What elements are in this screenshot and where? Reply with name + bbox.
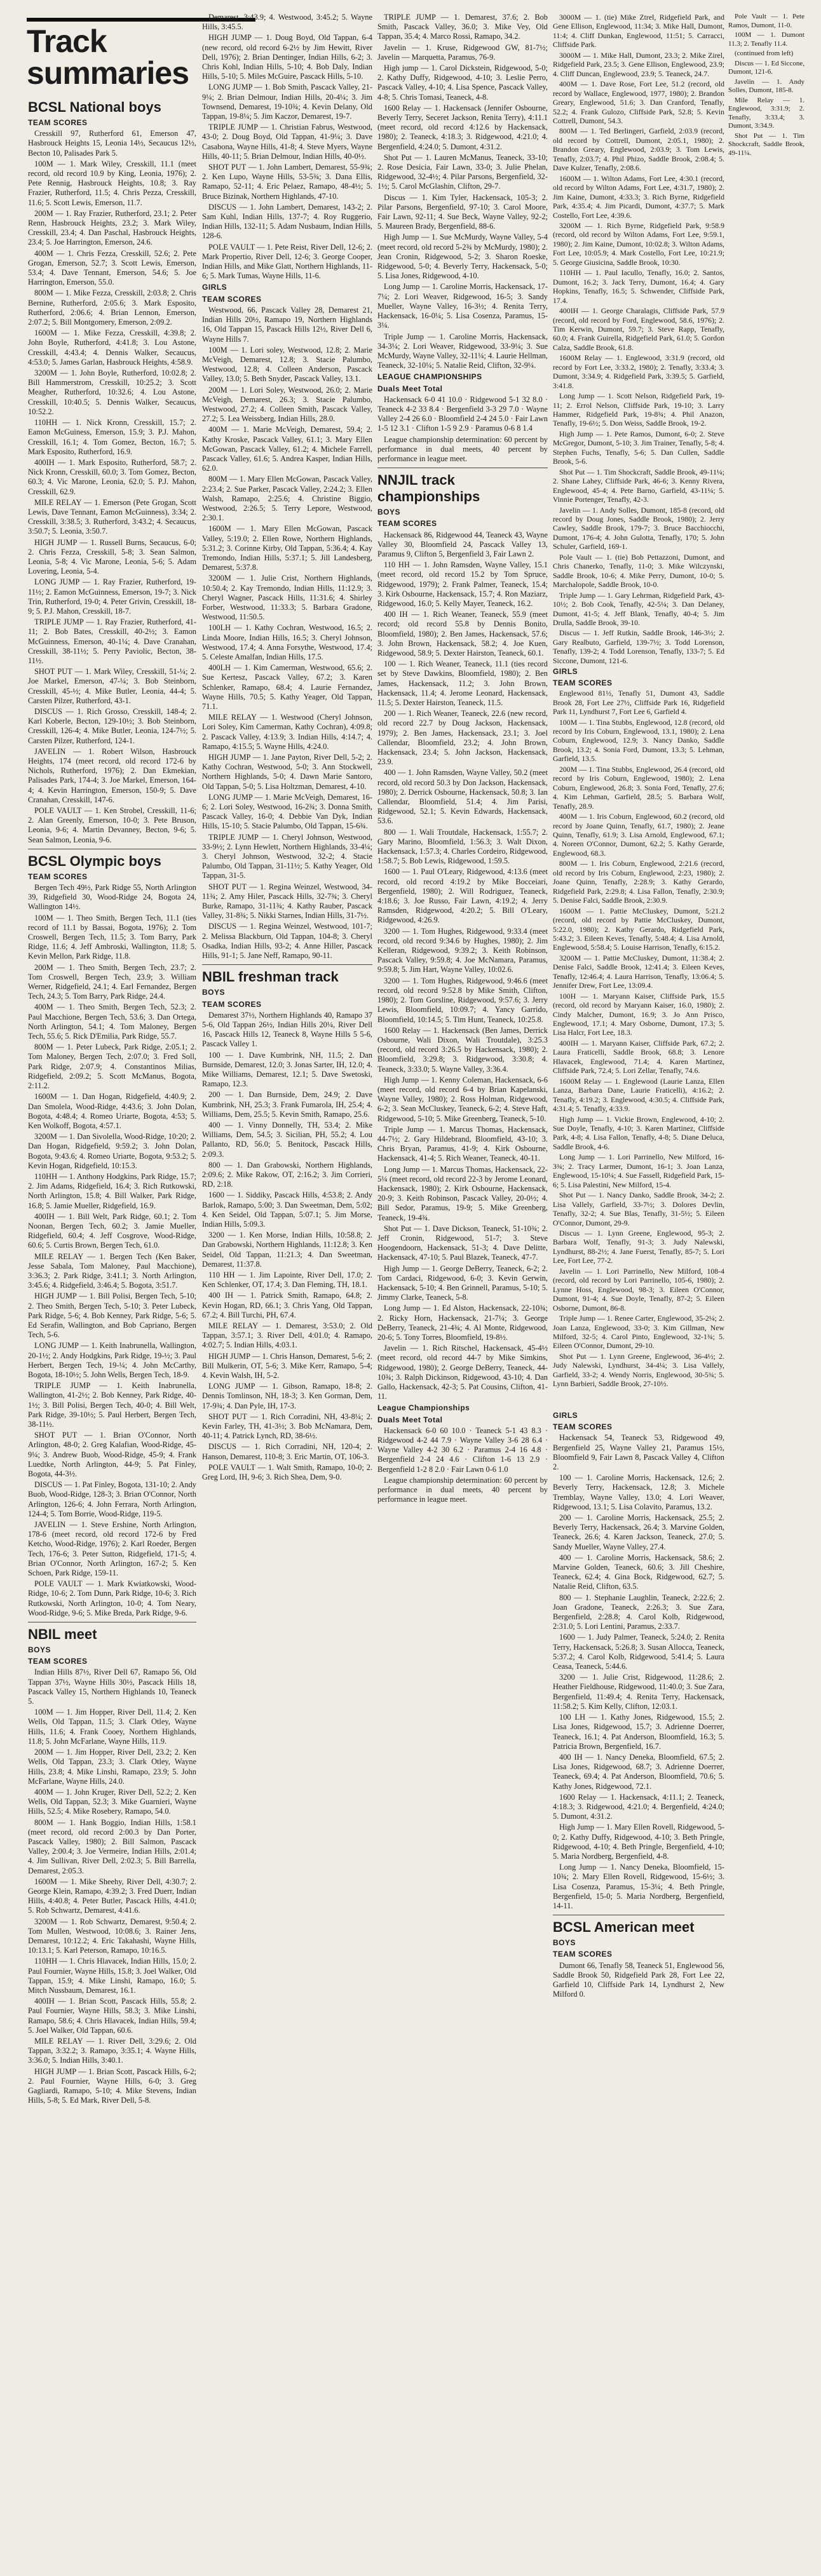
result-paragraph: 400IH — 1. Mark Esposito, Rutherford, 58.7; 2. Nick Kronn, Cresskill, 60.0; 3. Tom Gomez, Becton, 60.3; 4. Vic Marone, Leonia, 62.0; 5. P.J. Mahon, Cresskill, 62.9.: [28, 457, 196, 496]
result-paragraph: 1600 Relay — 1. Hackensack (Ben James, Derrick Osbourne, Wali Dixon, Wali Troutdale), 3:25.3 (record, old record 3:26.5 by Hackensack, 1980); 2. Bloomfield, 3:29.8; 3. Ridgewood, 3:30.8; 4. Teaneck, 3:33.0; 5. Wayne Valley, 3:36.4.: [377, 1025, 548, 1074]
results-list: [202, 1011, 372, 1483]
result-paragraph: 400 — 1. Caroline Morris, Hackensack, 58.6; 2. Marvine Golden, Teaneck, 60.6; 3. Jill Cheshire, Teaneck, 62.4; 4. Gina Bock, Ridgewood, 62.7; 5. Natalie Reid, Clifton, 63.5.: [553, 1553, 724, 1591]
result-paragraph: 3200M — 1. Pattie McCluskey, Dumont, 11:38.4; 2. Denise Falci, Saddle Brook, 12:41.4; 3. Eileen Keves, Tenafly, 12:46.4; 4. Laura Harrison, Tenafly, 13:06.4; 5. Jennifer Drew, Fort Lee, 13:09.4.: [553, 953, 724, 990]
result-paragraph: Triple Jump — 1. Caroline Morris, Hackensack, 34-3¼; 2. Lori Weaver, Ridgewood, 33-9¼; 3. Sue McMurdy, Wayne Valley, 32-11¼; 4. Laurie Hellman, Teaneck, 32-10¼; 5. Natalie Reid, Clifton, 32-9¼.: [377, 332, 548, 370]
result-paragraph: SHOT PUT — 1. Mark Wiley, Cresskill, 51-¼; 2. Joe Markel, Emerson, 47-¼; 3. Bob Steinborn, Cresskill, 45-½; 4. Mike Butler, Leonia, 44-4; 5. Carsten Pilzer, Rutherford, 43-1.: [28, 667, 196, 705]
result-paragraph: MILE RELAY — 1. Westwood (Cheryl Johnson, Lori Soley, Kim Camerman, Kathy Cochran), 4:09.8; 2. Pascack Valley, 4:13.9; 3. Indian Hills, 4:14.7; 4. Ramapo, 4:15.5; 5. Wayne Hills, 4:24.0.: [202, 713, 372, 751]
standings-note: League championship determination: 60 percent by performance in dual meets, 40 percent by performance in league meet.: [377, 1475, 548, 1504]
result-paragraph: Bergen Tech 49½, Park Ridge 55, North Arlington 39, Ridgefield 30, Wood-Ridge 24, Bogota 24, Wallington 14½.: [28, 883, 196, 912]
result-paragraph: 100M — 1. Jim Hopper, River Dell, 11.4; 2. Ken Wells, Old Tappan, 11.5; 3. Clark Otley, Wayne Hills, 11.6; 4. Frank Cooey, Northern Highlands, 11.8; 5. John McFarlane, Wayne Hills, 11.9.: [28, 1708, 196, 1746]
result-paragraph: 3200 — 1. Tom Hughes, Ridgewood, 9:46.6 (meet record, old record 9:52.8 by Mike Smith, Clifton, 1980); 2. Tom Gorsline, Ridgewood, 9:57.6; 3. Jerry Lewis, Bloomfield, 10:09.7; 4. Yancy Garrido, Bloomfield, 10:14.5; 5. Tim Hunt, Teaneck, 10:25.8.: [377, 976, 548, 1024]
result-paragraph: 3200 — 1. Ken Morse, Indian Hills, 10:58.8; 2. Dan Grabowski, Northern Highlands, 11:12.8; 3. Ken Seidel, Old Tappan, 11:21.3; 4. Dan Sweetman, Demarest, 11:37.8.: [202, 1231, 372, 1269]
result-paragraph: 100M — 1. Dumont 11.3; 2. Tenafly 11.4.: [728, 31, 804, 48]
result-paragraph: POLE VAULT — 1. Ken Strobel, Cresskill, 11-6; 2. Alan Greenly, Emerson, 10-0; 3. Pete Bruson, Leonia, 9-6; 4. Martin Devanney, Becton, 9-6; 5. Sean Salmon, Leonia, 9-6.: [28, 806, 196, 844]
result-paragraph: 3200 — 1. Julie Crist, Ridgewood, 11:28.6; 2. Heather Fieldhouse, Ridgewood, 11:40.0; 3. Sue Zara, Bergenfield, 11:49.4; 4. Renita Terry, Hackensack, 11:58.2; 5. Kim Kelly, Clifton, 12:03.1.: [553, 1673, 724, 1711]
standings-text: Hackensack 6-0 41 10.0 · Ridgewood 5-1 32 8.0 · Teaneck 4-2 33 8.4 · Bergenfield 3-3 29 7.0 · Wayne Valley 2-4 26 6.0 · Bloomfield 2-4 24 5.0 · Fair Lawn 1-5 12 3.1 · Clifton 1-5 9 2.9 · Paramus 0-6 8 1.4: [377, 394, 548, 433]
result-paragraph: 200 — 1. Rich Weaner, Teaneck, 22.6 (new record, old record 22.7 by Doug Jackson, Hackensack, 1979); 2. Ben James, Hackensack, 23.1; 3. Joel Callendar, Bloomfield, 23.2; 4. John Brown, Hackensack, 23.4; 5. John Jackson, Hackensack, 23.9.: [377, 709, 548, 767]
result-paragraph: Discus — 1. Kim Tyler, Hackensack, 105-3; 2. Pilar Parsons, Bergenfield, 97-10; 3. Carol Moore, Fair Lawn, 92-11; 4. Sue Beck, Wayne Valley, 92-2; 5. Maureen Brady, Bergenfield, 88-6.: [377, 192, 548, 231]
subheading: GIRLS: [553, 1411, 578, 1420]
section-heading: NBIL meet: [28, 1626, 97, 1643]
result-paragraph: 1600 — 1. Judy Palmer, Teaneck, 5:24.0; 2. Renita Terry, Hackensack, 5:26.8; 3. Susan Allocca, Teaneck, 5:37.2; 4. Carol Kolb, Ridgewood, 5:41.4; 5. Laura Ceasa, Teaneck, 5:44.6.: [553, 1633, 724, 1671]
result-paragraph: 800 — 1. Dan Grabowski, Northern Highlands, 2:09.6; 2. Mike Rakow, OT, 2:16.2; 3. Jim Corrieri, RD, 2:18.: [202, 1160, 372, 1189]
result-paragraph: Westwood, 66, Pascack Valley 28, Demarest 21, Indian Hills 20½, Ramapo 19, Northern Highlands 16, Old Tappan 15, Pascack Hills 12½, River Dell 6, Wayne Hills 7.: [202, 305, 372, 344]
result-paragraph: LONG JUMP — 1. Gibson, Ramapo, 18-8; 2. Dennis Tomlinson, NH, 18-3; 3. Ken Gorman, Dem, 17-9¾; 4. Dan Pyle, IH, 17-3.: [202, 1382, 372, 1410]
result-paragraph: 110HH — 1. Nick Kronn, Cresskill, 15.7; 2. Eamon McGuiness, Emerson, 15.9; 3. P.J. Mahon, Cresskill, 16.1; 4. Tom Gomez, Becton, 16.7; 5. Mark Esposito, Rutherford, 16.9.: [28, 418, 196, 456]
result-paragraph: 100M — 1. Lori soley, Westwood, 12.8; 2. Marie McVeigh, Demarest, 12.8; 3. Stacie Palumbo, Westwood, 12.8; 4. Colleen Anderson, Pascack Valley, 13.0; 5. Beth Snyder, Pascack Valley, 13.1.: [202, 345, 372, 384]
result-paragraph: 400M — 1. Marie McVeigh, Demarest, 59.4; 2. Kathy Kroske, Pascack Valley, 61.1; 3. Mary Ellen McGowan, Pascack Valley, 61.2; 4. Michele Farrell, Pascack Valley, 61.6; 5. Andrea Kasper, Indian Hills, 62.0.: [202, 425, 372, 473]
result-paragraph: HIGH JUMP — 1. Russell Burns, Secaucus, 6-0; 2. Chris Fezza, Cresskill, 5-8; 3. Sean Salmon, Leonia, 5-8; 4. Vic Marone, Leonia, 5-6; 5. Adam Lovering, Leonia, 5-4.: [28, 537, 196, 576]
result-paragraph: 100M — 1. Tina Stubbs, Englewood, 12.8 (record, old record by Iris Coburn, Englewood, 13.1, 1980); 2. Lena Coburn, Englewood, 12.9; 3. Nancy Danko, Saddle Brook, 13.2; 4. Sonia Ford, Dumont, 13.3; 5. Lehman, Garfield, 13.5.: [553, 717, 724, 764]
subheading: TEAM SCORES: [28, 118, 88, 127]
column-4: [553, 13, 724, 1398]
result-paragraph: High Jump — 1. Mary Ellen Rovell, Ridgewood, 5-0; 2. Kathy Duffy, Ridgewood, 4-10; 3. Beth Pringle, Ridgewood, 4-10; 4. Beth Pringle, Bergenfield, 4-10; 5. Maria Nordberg, Bergenfield, 4-8.: [553, 1823, 724, 1861]
result-paragraph: 1600M — 1. Mike Fezza, Cresskill, 4:39.8; 2. John Boyle, Rutherford, 4:41.8; 3. Lou Astone, Cresskill, 4:43.4; 4. Dennis Walker, Secaucus, 4:53.0; 5. James Garlan, Hasbrouck Heights, 4:58.9.: [28, 328, 196, 367]
result-paragraph: Javelin — 1. Rich Ritschel, Hackensack, 45-4½ (meet record, old record 44-7 by Mike Simkins, Ridgewood, 1980); 2. George DeBerry, Teaneck, 44-10¾; 3. Ralph Dickinson, Ridgewood, 43-10; 4. Dan Gallo, Hackensack, 42-3; 5. Pat Cousins, Clifton, 41-11.: [377, 1344, 548, 1401]
result-paragraph: Long Jump — 1. Marcus Thomas, Hackensack, 22-5¼ (meet record, old record 22-3 by Jerome Leonard, Hackensack, 1980); 2. Kirk Osbourne, Hackensack, 20-9; 3. Keith Robinson, Pascack Valley, 20-0½; 4. Bill Sedor, Paramus, 19-9; 5. Mike Greenberg, Teaneck, 19-4¾.: [377, 1164, 548, 1222]
result-paragraph: Englewood 81½, Tenafly 51, Dumont 43, Saddle Brook 28, Fort Lee 27½, Cliffside Park 16, Ridgefield Park 11, Lyndhurst 7, Fort Lee 6, Garfield 4.: [553, 689, 724, 717]
result-paragraph: LONG JUMP — 1. Marie McVeigh, Demarest, 16-6; 2. Lori Soley, Westwood, 16-2¾; 3. Donna Smith, Pascack Valley, 16-0; 4. Debbie Van Dyk, Indian Hills, 15-10; 5. Stacie Palumbo, Old Tappan, 15-6¾.: [202, 792, 372, 831]
results-list: [728, 13, 804, 158]
result-paragraph: Javelin — 1. Andy Solles, Dumont, 185-8.: [728, 78, 804, 94]
result-paragraph: 110 HH — 1. Jim Lapointe, River Dell, 17.0; 2. Ken Schlenker, OT, 17.4; 3. Dan Fleming, TH, 18.1.: [202, 1270, 372, 1290]
subheading: Duals Meet Total: [377, 1415, 443, 1424]
result-paragraph: HIGH JUMP — 1. Bill Polisi, Bergen Tech, 5-10; 2. Theo Smith, Bergen Tech, 5-10; 3. Peter Lubeck, Park Ridge, 5-6; 4. Bob Kenney, Park Ridge, 5-6; 5. Ed Serafin, Wallington, and Bob Capriano, Bergen Tech, 5-6.: [28, 1291, 196, 1340]
result-paragraph: DISCUS — 1. Pat Finley, Bogota, 131-10; 2. Andy Buob, Wood-Ridge, 128-3; 3. Brian O'Connor, North Arlington, 126-6; 4. John Ferrara, North Arlington, 124-4; 5. Tom Borrie, Wood-Ridge, 119-5.: [28, 1480, 196, 1518]
result-paragraph: 1600M — 1. Dan Hogan, Ridgefield, 4:40.9; 2. Dan Smolela, Wood-Ridge, 4:43.6; 3. John Dolan, Bogota, 4:48.4; 4. Romeo Uriarte, Bogota, 4:53; 5. Ken Wolkoff, Bogota, 4:57.1.: [28, 1092, 196, 1130]
results-list: [553, 1433, 724, 1911]
subheading: TEAM SCORES: [28, 872, 88, 881]
result-paragraph: Mile Relay — 1. Englewood, 3:31.9; 2. Tenafly, 3:33.4; 3. Dumont, 3:34.9.: [728, 96, 804, 130]
result-paragraph: HIGH JUMP — 1. Doug Boyd, Old Tappan, 6-4 (new record, old record 6-2½ by Jim Hewitt, River Dell, 1976); 2. Brian Dentinger, Indian Hills, 6-2; 3. Chris Kohl, Indian Hills, 5-10; 4. Bob Daly, Indian Hills, 5-10; 5. Miles McGuire, Pascack Hills, 5-10.: [202, 33, 372, 81]
result-paragraph: Shot Put — 1. Lauren McManus, Teaneck, 33-10; 2. Rose Desicia, Fair Lawn, 33-0; 3. Julie Phelan, Ridgewood, 32-4½; 4. Pilar Parsons, Bergenfield, 32-1½; 5. Carol McGlashin, Clifton, 29-7.: [377, 152, 548, 191]
result-paragraph: 400LH — 1. Kim Camerman, Westwood, 65.6; 2. Sue Kertesz, Pascack Valley, 67.2; 3. Karen Schlenker, Ramapo, 68.4; 4. Laurie Fernandez, Wayne Hills, 70.5; 5. Kathy Yeager, Old Tappan, 71.1.: [202, 663, 372, 711]
result-paragraph: Cresskill 97, Rutherford 61, Emerson 47, Hasbrouck Heights 15, Leonia 14½, Secaucus 12½, Becton 10, Palisades Park 5.: [28, 129, 196, 158]
results-list: [28, 129, 196, 845]
result-paragraph: TRIPLE JUMP — 1. Keith Inabrunella, Wallington, 41-2½; 2. Bob Kenney, Park Ridge, 40-1½; 3. Bill Polisi, Bergen Tech, 40-0; 4. Bill Welt, Park Ridge, 39-10½; 5. Paul Herbert, Bergen Tech, 38-11½.: [28, 1381, 196, 1429]
result-paragraph: Long Jump — 1. Scott Nelson, Ridgefield Park, 19-11; 2. Errol Nelson, Cliffside Park, 19-10; 3. Larry Hammer, Ridgefield Park, 19-8¾; 4. Phil Anazon, Tenafly, 19-6½; 5. Don Weiss, Saddle Brook, 19-2.: [553, 391, 724, 428]
result-paragraph: DISCUS — 1. Regina Weinzel, Westwood, 101-7; 2. Melissa Blackburn, Old Tappan, 104-8; 3. Cheryl Osadka, Indian Hills, 93-2; 4. Anne Hiller, Pascack Hills, 91-1; 5. Jane Neff, Ramapo, 90-11.: [202, 922, 372, 961]
result-paragraph: MILE RELAY — 1. Bergen Tech (Ken Baker, Jesse Sabala, Tom Maloney, Paul Macchione), 3:36.3; 2. Park Ridge, 3:41.1; 3. North Arlington, 3:45.6; 4. Ridgefield, 3:46.4; 5. Bogota, 3:51.7.: [28, 1251, 196, 1290]
result-paragraph: High jump — 1. Carol Dickstein, Ridgewood, 5-0; 2. Kathy Duffy, Ridgewood, 4-10; 3. Leslie Perro, Pascack Valley, 4-10; 4. Lisa Spence, Pascack Valley, 4-8; 5. Chris Tomasi, Teaneck, 4-8.: [377, 64, 548, 102]
result-paragraph: 400 — 1. John Ramsden, Wayne Valley, 50.2 (meet record, old record 50.3 by Don Jackson, Hackensack, 1980); 2. Derrick Osbourne, Hackensack, 50.8; 3. Ian Callendar, Bloomfield, 51.4; 4. Jim Parisi, Ridgewood, 52.1; 5. Kevin Edwards, Hackensack, 53.6.: [377, 768, 548, 826]
subheading: TEAM SCORES: [202, 294, 262, 304]
result-paragraph: Indian Hills 87½, River Dell 67, Ramapo 56, Old Tappan 37½, Wayne Hills 30½, Pascack Hills 18, Pascack Valley 15, Northern Highlands 10, Teaneck 5.: [28, 1668, 196, 1706]
result-paragraph: Long Jump — 1. Lori Parrinello, New Milford, 16-3¾; 2. Tracy Larmer, Dumont, 16-1; 3. Joan Lanza, Englewood, 15-10¼; 4. Sue Fassell, Ridgefield Park, 15-6; 5. Lisa Palestini, New Milford, 15-4.: [553, 1152, 724, 1189]
subheading: BOYS: [553, 1938, 576, 1948]
result-paragraph: High Jump — 1. Sue McMurdy, Wayne Valley, 5-4 (meet record, old record 5-2¾ by McMurdy, 1980); 2. Jean Cronin, Ridgewood, 5-2; 3. Sharon Roeske, Ridgewood, 5-0; 4. Beverly Terry, Hackensack, 5-0; 5. Lisa Jones, Ridgewood, 4-10.: [377, 233, 548, 281]
result-paragraph: 3200M — 1. John Boyle, Rutherford, 10:02.8; 2. Bill Hammerstrom, Cresskill, 10:25.2; 3. Scott Meagher, Rutherford, 10:32.6; 4. Lou Astone, Cresskill, 10:40.5; 5. Dennis Walker, Secaucus, 10:52.2.: [28, 368, 196, 416]
section-heading: BCSL Olympic boys: [28, 853, 161, 869]
column-3: [377, 13, 548, 2538]
result-paragraph: 400M — 1. Dave Rose, Fort Lee, 51.2 (record, old record by Wallace, Englewood, 1977, 1980); 2. Brandon Greary, Englewood, 51.6; 3. Dan Cranford, Tenafly, 52.2; 4. Frank Gulozo, Cliffside Park, 52.8; 5. Kevin Cottrell, Dumont, 54.3.: [553, 79, 724, 125]
result-paragraph: 1600M — 1. Pattie McCluskey, Dumont, 5:21.2 (record, old record by Pattie McCluskey, Dumont, 5:22.0, 1980); 2. Kathy Gerardo, Ridgefield Park, 5:43.2; 3. Eileen Keves, Tenafly, 5:48.4; 4. Lisa Arnold, Englewood, 5:58.4; 5. Louise Harrison, Tenafly, 6:15.2.: [553, 906, 724, 952]
result-paragraph: Javelin — 1. Kruse, Ridgewood GW, 81-7½; Javelin — Marquetta, Paramus, 76-9.: [377, 43, 548, 62]
result-paragraph: 200M — 1. Lori Soley, Westwood, 26.0; 2. Marie McVeigh, Demarest, 26.3; 3. Stacie Palumbo, Westwood, 27.2; 4. Colleen Smith, Pascack Valley, 27.2; 5. Lea Weissberg, Indian Hills, 28.0.: [202, 385, 372, 424]
results-list: [28, 1668, 196, 2105]
result-paragraph: 3200M — 1. Dan Sivolella, Wood-Ridge, 10:20; 2. Dan Hogan, Ridgefield, 9:59.2; 3. John Dolan, Bogota, 9:43.6; 4. Romeo Uriarte, Bogota, 9:53.2; 5. Kevin Hogan, Ridgefield, 10:15.3.: [28, 1132, 196, 1170]
result-paragraph: 1600M Relay — 1. Englewood (Laurie Lanza, Ellen Lanza, Barbara Dane, Laurie Fraticelli), 4:16.2; 2. Tenafly, 4:19.2; 3. Englewood, 4:30.5; 4. Cliffside Park, 4:31.4; 5. Tenafly, 4:33.9.: [553, 1076, 724, 1114]
result-paragraph: JAVELIN — 1. Robert Wilson, Hasbrouck Heights, 174 (meet record, old record 172-6 by Nichols, Rutherford, 1976); 2. Dan Ekmekian, Palisades Park, 174-4; 3. Joe Markel, Emerson, 164-4; 4. Kevin Harrington, Emerson, 150-9; 5. Dave Cranahan, Cresskill, 147-6.: [28, 746, 196, 804]
result-paragraph: 400M — 1. John Kruger, River Dell, 52.2; 2. Ken Wells, Old Tappan, 52.3; 3. Mike Guarnieri, Wayne Hills, 52.5; 4. Mike Rosebery, Ramapo, 54.0.: [28, 1787, 196, 1816]
divider: [202, 964, 372, 965]
result-paragraph: HIGH JUMP — 1. Brian Scott, Pascack Hills, 6-2; 2. Paul Fournier, Wayne Hills, 6-0; 3. Greg Gagliardi, Ramapo, 5-10; 4. Mike Stevens, Indian Hills, 5-8; 5. Ed Mark, River Dell, 5-8.: [28, 2067, 196, 2105]
results-list: [202, 306, 372, 961]
result-paragraph: Discus — 1. Lynn Greene, Englewood, 95-3; 2. Barbara Wolf, Tenafly, 91-3; 3. Judy Nalewski, Lyndhurst, 88-2½; 4. Jane Fuerst, Tenafly, 85-7; 5. Lori Lee, Fort Lee, 77-2.: [553, 1229, 724, 1265]
result-paragraph: SHOT PUT — 1. Brian O'Connor, North Arlington, 48-0; 2. Greg Kalafian, Wood-Ridge, 45-9¼; 3. Andrew Buob, Wood-Ridge, 45-9; 4. Frank Luedtke, North Arlington, 44-9; 5. Pat Finley, Bogota, 44-3½.: [28, 1431, 196, 1479]
result-paragraph: Shot Put — 1. Tim Shockcraft, Saddle Brook, 49-11¼; 2. Shane Lahey, Cliffside Park, 46-6; 3. Kenny Rivera, Englewood, 45-4; 4. Pete Barno, Garfield, 43-11¼; 5. Vinnie Portenger, Tenafly, 42-3.: [553, 467, 724, 504]
result-paragraph: 400IH — 1. Brian Scott, Pascack Hills, 55.8; 2. Paul Fournier, Wayne Hills, 58.3; 3. Mike Linshi, Ramapo, 58.6; 4. Chris Hlavacek, Indian Hills, 59.4; 5. Joel Walker, Old Tappan, 60.6.: [28, 1997, 196, 2035]
result-paragraph: Discus — 1. Ed Siccone, Dumont, 121-6.: [728, 59, 804, 76]
results-list: [377, 530, 548, 1402]
result-paragraph: 800M — 1. Ted Berlingeri, Garfield, 2:03.9 (record, old record by Cottrell, Dumont, 2:05.1, 1980); 2. Brandon Greary, Englewood, 2:03.9; 3. Tom Lewis, Tenafly, 2:03.7; 4. Phil Phizo, Saddle Brook, 2:08.4; 5. Dave Kulzer, Tenafly, 2:08.6.: [553, 126, 724, 173]
section-heading: NBIL freshman track: [202, 969, 339, 985]
result-paragraph: 3200M — 1. Rob Schwartz, Demarest, 9:50.4; 2. Tom Mullen, Westwood, 10:08.6; 3. Rainer Jens, Demarest, 10:12.2; 4. Eric Takahashi, Wayne Hills, 10:13.1; 5. Karl Peterson, Ramapo, 10:16.5.: [28, 1917, 196, 1955]
result-paragraph: 800M — 1. Hank Boggio, Indian Hills, 1:58.1 (meet record, old record 2:00.3 by Dan Porter, Pascack Valley, 1980); 2. Bill Salmon, Pascack Valley, 2:00.4; 3. Joe Vermeire, Indian Hills, 2:01.4; 4. Jim Sullivan, River Dell, 2:02.3; 5. Bill Barrella, Demarest, 2:05.3.: [28, 1817, 196, 1875]
subheading: League Championships: [377, 1403, 470, 1413]
result-paragraph: TRIPLE JUMP — 1. Cheryl Johnson, Westwood, 33-9½; 2. Lynn Hewlett, Northern Highlands, 33-4¼; 3. Cheryl Johnson, Westwood, 32-2; 4. Stacie Palumbo, Old Tappan, 31-11½; 5. Kathy Yeager, Old Tappan, 31-5.: [202, 832, 372, 880]
result-paragraph: POLE VAULT — 1. Pete Reist, River Dell, 12-6; 2. Mark Propertio, River Dell, 12-6; 3. George Cooper, Indian Hills, and Mike Glatt, Northern Highlands, 11-6; 5. Mark Tumas, Wayne Hills, 11-6.: [202, 242, 372, 281]
result-paragraph: Demarest 37½, Northern Highlands 40, Ramapo 37 5-6, Old Tappan 26½, Indian Hills 20¼, River Dell 16, Pascack Hills 12, Teaneck 8, Wayne Hills 5 5-6, Pascack Valley 1.: [202, 1010, 372, 1049]
page-title: Track summaries: [27, 24, 189, 91]
result-paragraph: 800M — 1. Iris Coburn, Englewood, 2:21.6 (record, old record by Iris Coburn, Englewood, 2:23, 1980); 2. Joane Quinn, Tenafly, 2:28.9; 3. Kathy Gerardo, Ridgefield Park, 2:29.8; 4. Lisa Fallon, Tenafly, 2:30.9; 5. Denise Falci, Saddle Brook, 2:30.9.: [553, 859, 724, 905]
result-paragraph: 400IH — 1. George Charalagis, Cliffside Park, 57.9 (record, old record by Ford, Englewood, 58.6, 1976); 2. Tim Kerwin, Dumont, 59.7; 3. Steve Rapp, Tenafly, 60.0; 4. Frank Guirella, Ridgefield Park, 61.0; 5. Gordon Calza, Saddle Brook, 61.8.: [553, 306, 724, 352]
result-paragraph: MILE RELAY — 1. River Dell, 3:29.6; 2. Old Tappan, 3:32.2; 3. Ramapo, 3:35.1; 4. Wayne Hills, 3:36.0; 5. Indian Hills, 3:40.1.: [28, 2036, 196, 2065]
subheading: LEAGUE CHAMPIONSHIPS: [377, 372, 482, 382]
subheading: TEAM SCORES: [553, 1950, 613, 1959]
result-paragraph: LONG JUMP — 1. Keith Inabrunella, Wallington, 20-1½; 2. Andy Hodgkins, Park Ridge, 19-½; 3. Paul Herbert, Bergen Tech, 19-¼; 4. John McCarthy, Bogota, 18-10½; 5. John Wells, Bergen Tech, 18-9.: [28, 1341, 196, 1379]
section-heading: BCSL American meet: [553, 1919, 695, 1936]
result-paragraph: Hackensack 54, Teaneck 53, Ridgewood 49, Bergenfield 25, Wayne Valley 21, Paramus 15½, Bloomfield 9, Fair Lawn 8, Pascack Valley 4, Clifton 2.: [553, 1433, 724, 1472]
result-paragraph: LONG JUMP — 1. Bob Smith, Pascack Valley, 21-9¼; 2. Brian Delmour, Indian Hills, 20-4¼; 3. Jim Townsend, Demarest, 19-10¾; 4. Kevin Delany, Old Tappan, 19-8¼; 5. Jim Kaczor, Demarest, 19-7.: [202, 83, 372, 121]
result-paragraph: DISCUS — 1. Rich Grosso, Cresskill, 148-4; 2. Karl Koberle, Becton, 129-10½; 3. Bob Steinborn, Cresskill, 126-4; 4. Mike Butler, Leonia, 124-7½; 5. Carsten Pilzer, Rutherford, 124-1.: [28, 706, 196, 745]
result-paragraph: 100 — 1. Rich Weaner, Teaneck, 11.1 (ties record set by Steve Dawkins, Bloomfield, 1980); 2. Ben James, Hackensack, 11.2; 3. John Brown, Hackensack, 11.4; 4. Jerome Leonard, Hackensack, 11.5; 5. Dexter Hairston, Teaneck, 11.5.: [377, 659, 548, 707]
result-paragraph: 1600M Relay — 1. Englewood, 3:31.9 (record, old record by Fort Lee, 3:33.2, 1980); 2. Tenafly, 3:33.4; 3. Dumont, 3:34.9; 4. Ridgefield Park, 3:39.5; 5. Garfield, 3:41.8.: [553, 353, 724, 390]
result-paragraph: 1600 Relay — 1. Hackensack (Jennifer Osbourne, Beverly Terry, Seceret Jackson, Renita Terry), 4:11.1 (meet record, old record 4:12.6 by Hackensack, 1980); 2. Teaneck, 4:18.3; 3. Ridgewood, 4:21.0; 4. Bergenfield, 4:24.0; 5. Dumont, 4:31.2.: [377, 103, 548, 151]
result-paragraph: DISCUS — 1. Rich Corradini, NH, 120-4; 2. Hanson, Demarest, 110-8; 3. Eric Martin, OT, 106-3.: [202, 1442, 372, 1461]
result-paragraph: SHOT PUT — 1. John Lambert, Demarest, 55-9¾; 2. Ken Lupo, Wayne Hills, 53-5¾; 3. Dana Ellis, Ramapo, 52-11; 4. Eric Pelaez, Ramapo, 48-4½; 5. Bruce Bizinak, Northern Highlands, 47-10.: [202, 163, 372, 201]
result-paragraph: 200 — 1. Dan Burnside, Dem, 24.9; 2. Dave Kumbrink, NH, 25.3; 3. Frank Fumarola, IH, 25.4; 4. Williams, Dem, 25.5; 5. Kevin Smith, Ramapo, 25.6.: [202, 1090, 372, 1119]
result-paragraph: High Jump — 1. Vickie Brown, Englewood, 4-10; 2. Sue Doyle, Tenafly, 4-10; 3. Karen Martinez, Cliffside Park, 4-8; 4. Lisa Fallon, Tenafly, 4-8; 5. Diane Deluca, Saddle Brook, 4-6.: [553, 1114, 724, 1151]
result-paragraph: HIGH JUMP — 1. Chris Hanson, Demarest, 5-6; 2. Bill Mulkerin, OT, 5-6; 3. Mike Kerr, Ramapo, 5-4; 4. Kevin Walsh, IH, 5-2.: [202, 1351, 372, 1380]
standings-note: League championship determination: 60 percent by performance in dual meets, 40 percent by performance in league meet.: [377, 435, 548, 463]
results-list: [202, 13, 372, 281]
result-paragraph: LONG JUMP — 1. Ray Frazier, Rutherford, 19-11½; 2. Eamon McGuinness, Emerson, 19-7; 3. Nick Trin, Rutherford, 19-0; 4. Peter Grivin, Cresskill, 18-9; 5. P.J. Mahon, Cresskill, 18-7.: [28, 577, 196, 616]
subheading: BOYS: [377, 508, 401, 517]
subheading: TEAM SCORES: [377, 519, 437, 529]
section-heading: NNJIL track championships: [377, 472, 480, 505]
results-list: [28, 883, 196, 1618]
result-paragraph: Demarest, 3:43.9; 4. Westwood, 3:45.2; 5. Wayne Hills, 3:45.5.: [202, 13, 372, 32]
result-paragraph: 400 — 1. Vinny Donnelly, TH, 53.4; 2. Mike Williams, Dem, 54.5; 3. Sicilian, PH, 55.2; 4. Lou Pallanto, RD, 56.0; 5. Benitock, Pascack Hills, 2:09.3.: [202, 1120, 372, 1159]
result-paragraph: Dumont 66, Tenafly 58, Teaneck 51, Englewood 56, Saddle Brook 50, Ridgefield Park 28, Fort Lee 22, Garfield 10, Cliffside Park 14, Lyndhurst 2, New Milford 0.: [553, 1960, 724, 1999]
result-paragraph: Hackensack 86, Ridgewood 44, Teaneck 43, Wayne Valley 30, Bloomfield 24, Pascack Valley 13, Paramus 9, Clifton 5, Bergenfield 3, Fair Lawn 2.: [377, 530, 548, 558]
result-paragraph: 200M — 1. Jim Hopper, River Dell, 23.2; 2. Ken Wells, Old Tappan, 23.3; 3. Clark Otley, Wayne Hills, 23.8; 4. Mike Linshi, Ramapo, 23.9; 5. John McFarlane, Wayne Hills, 24.0.: [28, 1748, 196, 1786]
result-paragraph: MILE RELAY — 1. Demarest, 3:53.0; 2. Old Tappan, 3:57.1; 3. River Dell, 4:01.0; 4. Ramapo, 4:02.7; 5. Indian Hills, 4:03.1.: [202, 1321, 372, 1350]
section-heading: BCSL National boys: [28, 99, 161, 115]
result-paragraph: Shot Put — 1. Lynn Greene, Englewood, 36-4½; 2. Judy Nalewski, Lyndhurst, 34-4¼; 3. Lisa Vallely, Garfield, 33-2; 4. Wendy Norris, Englewood, 30-5¾; 5. Lynn Barbieri, Saddle Brook, 27-10½.: [553, 1351, 724, 1389]
subheading: TEAM SCORES: [28, 1657, 88, 1666]
subheading: TEAM SCORES: [553, 678, 613, 687]
result-paragraph: Triple Jump — 1. Renee Carter, Englewood, 35-2¼; 2. Joan Lanza, Englewood, 33-0; 3. Kim Gillman, New Milford, 32-5; 4. Carol Pinto, Englewood, 32-1¾; 5. Eileen O'Connor, Dumont, 29-10.: [553, 1314, 724, 1351]
result-paragraph: Triple Jump — 1. Marcus Thomas, Hackensack, 44-7½; 2. Gary Hildebrand, Bloomfield, 43-10; 3. Chris Bryan, Paramus, 41-9; 4. Kirk Osbourne, Hackensack, 41-4; 5. Rich Weaner, Teaneck, 40-11.: [377, 1124, 548, 1163]
result-paragraph: 3200 — 1. Tom Hughes, Ridgewood, 9:33.4 (meet record, old record 9:34.6 by Hughes, 1980); 2. Jim Kelleran, Ridgewood, 9:39.2; 3. Keith Robinson, Pascack Valley, 9:59.8; 4. Joe McNamara, Paramus, 9:59.8; 5. Jim Hart, Wayne Valley, 10:02.6.: [377, 926, 548, 974]
result-paragraph: 3000M — 1. (tie) Mike Ztrel, Ridgefield Park, and Gene Ellison, Englewood, 11:34; 3. Mike Hall, Dumont, 11:4; 4. Cliff Dunkan, Englewood, 11:51; 5. Carracci, Cliffside Park.: [553, 13, 724, 50]
result-paragraph: Shot Put — 1. Dave Dickson, Teaneck, 51-10¾; 2. Jeff Cronin, Ridgewood, 51-7; 3. Steve Hoogendoorn, Hackensack, 51-3; 4. Dave Delitte, Hackensack, 47-10; 5. Paul Blazek, Teaneck, 47-7.: [377, 1224, 548, 1262]
result-paragraph: 100M — 1. Mark Wiley, Cresskill, 11.1 (meet record, old record 10.9 by King, Leonia, 1976); 2. Pete Rennig, Hasbrouck Heights, 10.8; 3. Ray Frazier, Rutherford, 11.5; 4. Chris Pezza, Cresskill, 11.6; 5. Scott Lewis, Emerson, 11.7.: [28, 159, 196, 207]
result-paragraph: 400 IH — 1. Patrick Smith, Ramapo, 64.8; 2. Kevin Hogan, RD, 66.1; 3. Chris Yang, Old Tappan, 67.2; 4. Bill Turchi, PH, 67.4.: [202, 1291, 372, 1319]
result-paragraph: 110HH — 1. Paul Iacullo, Tenafly, 16.0; 2. Santos, Dumont, 16.2; 3. Jack Terry, Dumont, 16.4; 4. Gary Hopkins, Tenafly, 16.5; 5. Schwender, Cliffside Park, 17.4.: [553, 268, 724, 305]
result-paragraph: 1600M — 1. Mary Ellen McGowan, Pascack Valley, 5:19.0; 2. Ellen Rowe, Northern Highlands, 5:31.2; 3. Corinne Kirby, Old Tappan, 5:36.4; 4. Kay Tremondo, Indian Hills, 5:37.1; 5. Jill Landesberg, Demarest, 5:37.8.: [202, 524, 372, 572]
result-paragraph: 1600 Relay — 1. Hackensack, 4:11.1; 2. Teaneck, 4:18.3; 3. Ridgewood, 4:21.0; 4. Bergenfield, 4:24.0; 5. Dumont, 4:31.2.: [553, 1792, 724, 1821]
results-list: [377, 13, 548, 370]
result-paragraph: 100 LH — 1. Kathy Jones, Ridgewood, 15.5; 2. Lisa Jones, Ridgewood, 15.7; 3. Adrienne Doerrer, Teaneck, 16.1; 4. Pat Anderson, Bloomfield, 16.3; 5. Patricia Brown, Bergenfield, 16.7.: [553, 1713, 724, 1751]
subheading: GIRLS: [202, 283, 227, 292]
result-paragraph: 110 HH — 1. John Ramsden, Wayne Valley, 15.1 (meet record, old record 15.2 by Tom Spruce, Ridgewood, 1979); 2. Frank Palmer, Teaneck, 15.4; 3. Kirk Osbourne, Hackensack, 15.7; 4. Ron Maziarz, Ridgewood, 16.0; 5. Kelly Mayer, Teaneck, 16.2.: [377, 560, 548, 608]
column-1: [28, 95, 196, 2541]
result-paragraph: 3000M — 1. Mike Hall, Dumont, 23.3; 2. Mike Zirel, Ridgefield Park, 23.5; 3. Gene Ellison, Englewood, 23.9; 4. Cliff Duncan, Englewood, 23.9; 5. Teaneck, 24.7.: [553, 50, 724, 78]
result-paragraph: 110HH — 1. Chris Hlavacek, Indian Hills, 15.0; 2. Paul Fournier, Wayne Hills, 15.8; 3. Joel Walker, Old Tappan, 15.9; 4. Mike Linshi, Ramapo, 16.0; 5. Mitch Nussbaum, Demarest, 16.1.: [28, 1957, 196, 1995]
result-paragraph: 200M — 1. Tina Stubbs, Englewood, 26.4 (record, old record by Iris Coburn, Englewood, 1980); 2. Lena Coburn, Englewood, 26.8; 3. Sonia Ford, Tenafly, 27.6; 4. Kim Lehman, Garfield, 28.5; 5. Barbara Wolf, Tenafly, 28.9.: [553, 764, 724, 811]
subheading: TEAM SCORES: [553, 1422, 613, 1432]
result-paragraph: Discus — 1. Jeff Rutkin, Saddle Brook, 146-3½; 2. Gary Realbuto, Garfield, 139-7½; 3. Todd Lorenson, Tenafly, 139-2; 4. Todd Lorenson, Tenafly, 133-7; 5. Ed Siccone, Dumont, 121-6.: [553, 628, 724, 665]
result-paragraph: 110HH — 1. Anthony Hodgkins, Park Ridge, 15.7; 2. Jim Adams, Ridgefield, 16.4; 3. Rich Rutkowski, North Arlington, 15.8; 4. Bill Walker, Park Ridge, 16.8; 5. Jamie Mueller, Ridgefield, 16.9.: [28, 1171, 196, 1210]
result-paragraph: 400 IH — 1. Rich Weaner, Teaneck, 55.9 (meet record; old record 55.8 by Dennis Bonito, Bloomfield, 1980); 2. Ben James, Hackensack, 57.6; 3. John Brown, Hackensack, 58.2; 4. Joe Kuen, Ridgewood, 58.9; 5. Dexter Hairston, Teaneck, 60.1.: [377, 610, 548, 657]
result-paragraph: 800 — 1. Wali Troutdale, Hackensack, 1:55.7; 2. Gary Marino, Bloomfield, 1:56.3; 3. Walt Dixon, Hackensack, 1:57.3; 4. Charles Cordeiro, Ridgewood, 1:58.7; 5. Bob Lewis, Ridgewood, 1:59.5.: [377, 827, 548, 866]
result-paragraph: TRIPLE JUMP — 1. Ray Frazier, Rutherford, 41-11; 2. Bob Bates, Cresskill, 40-2½; 3. Eamon McGuinness, Emerson, 40-1¼; 4. Dave Cranahan, Cresskill, 38-11½; 5. Perry Paviolic, Becton, 38-11½.: [28, 617, 196, 665]
result-paragraph: 800M — 1. Peter Lubeck, Park Ridge, 2:05.1; 2. Tom Maloney, Bergen Tech, 2:07.0; 3. Fred Soll, Park Ridge, 2:07.9; 4. Constantinos Milias, Ridgefield, 2:09.2; 5. Scott McManus, Bogota, 2:11.2.: [28, 1042, 196, 1091]
column-2: [202, 13, 372, 2538]
result-paragraph: SHOT PUT — 1. Regina Weinzel, Westwood, 34-11¾; 2. Amy Hiler, Pascack Hills, 32-7¾; 3. Cheryl Burke, Ramapo, 31-11¾; 4. Kathy Rauber, Pascack Valley, 31-8¾; 5. Nikki Starnes, Indian Hills, 31-7½.: [202, 882, 372, 920]
subheading: BOYS: [28, 1645, 51, 1655]
result-paragraph: (continued from left): [735, 50, 794, 57]
subheading: GIRLS: [553, 667, 578, 677]
result-paragraph: 100LH — 1. Kathy Cochran, Westwood, 16.5; 2. Linda Moore, Indian Hills, 16.5; 3. Cheryl Johnson, Westwood, 17.4; 4. Anna Forsythe, Westwood, 17.4; 5. Celeste Amalfan, Indian Hills, 17.5.: [202, 623, 372, 661]
result-paragraph: High Jump — 1. Pete Ramos, Dumont, 6-0; 2. Steve McGregor, Dumont, 5-10; 3. Jim Trainer, Tenafly, 5-8; 4. Stephen Fuchs, Tenafly, 5-6; 5. Dan Cullen, Saddle Brook, 5-6.: [553, 429, 724, 466]
subheading: TEAM SCORES: [202, 999, 262, 1009]
column-5: [728, 13, 804, 966]
result-paragraph: 800M — 1. Mary Ellen McGowan, Pascack Valley, 2:23.4; 2. Sue Parker, Pascack Valley, 2:24.2; 3. Ellen Walsh, Ramapo, 2:25.6; 4. Christine Biggio, Westwood, 2:26.5; 5. Terry Lepore, Westwood, 2:30.1.: [202, 475, 372, 523]
result-paragraph: 400M — 1. Iris Coburn, Englewood, 60.2 (record, old record by Joane Quinn, Tenafly, 61.7, 1980); 2. Jeane Quinn, Tenafly, 61.9; 3. Lisa Arnold, Englewood, 67.1; 4. Noreen O'Connor, Dumont, 62.2; 5. Kathy Gerarde, Englewood, 68.3.: [553, 812, 724, 858]
result-paragraph: MILE RELAY — 1. Emerson (Pete Grogan, Scott Lewis, Dave Tennant, Eamon McGuinness), 3:34; 2. Cresskill, 3:38.5; 3. Rutherford, 3:43.2; 4. Secaucus, 3:50.7; 5. Leonia, 3:50.7.: [28, 497, 196, 536]
result-paragraph: 1600 — 1. Siddiky, Pascack Hills, 4:53.8; 2. Andy Barlok, Ramapo, 5:00; 3. Dan Sweetman, Dem, 5:02; 4. Ken Seidel, Old Tappan, 5:07.1; 5. Jim Morse, Indian Hills, 5:09.3.: [202, 1190, 372, 1229]
result-paragraph: POLE VAULT — 1. Mark Kwiatkowski, Wood-Ridge, 10-6; 2. Tom Dunn, Park Ridge, 10-6; 3. Rich Rutkowski, North Arlington, 10-0; 4. Tom Neary, Wood-Ridge, 9-6; 5. Mike Breda, Park Ridge, 9-6.: [28, 1579, 196, 1617]
result-paragraph: 800M — 1. Mike Fezza, Cresskill, 2:03.8; 2. Chris Bernine, Rutherford, 2:05.6; 3. Mark Esposito, Rutherford, 2:06.6; 4. Brian Lennon, Emerson, 2:07.2; 5. Bill Montgomery, Emerson, 2:09.2.: [28, 288, 196, 327]
result-paragraph: Shot Put — 1. Tim Shockcraft, Saddle Brook, 49-11¼.: [728, 131, 804, 157]
result-paragraph: TRIPLE JUMP — 1. Christian Fabrus, Westwood, 43-0; 2. Doug Boyd, Old Tappan, 41-9¼; 3. Dave Casabona, Wayne Hills, 41-8; 4. Steve Myers, Wayne Hills, 40-11; 5. Brian Delmour, Indian Hills, 40-0½.: [202, 123, 372, 161]
result-paragraph: Pole Vault — 1. Pete Ramos, Dumont, 11-0.: [728, 13, 804, 29]
result-paragraph: Javelin — 1. Andy Solles, Dumont, 185-8 (record, old record by Doug Jones, Saddle Brook, 1980); 2. Jerry Cawley, Saddle Brook, 179-7; 3. Bruce Bacchiocchi, Dumont, 176-4; 4. John Gulotta, Tenafly, 170; 5. John Schuler, Garfield, 169-1.: [553, 505, 724, 551]
result-paragraph: 3200M — 1. Julie Crist, Northern Highlands, 10:50.4; 2. Kay Tremondo, Indian Hills, 11:12.9; 3. Cheryl Wagner, Pascack Hills, 11:31.6; 4. Shirley Forber, Westwood, 11:33.3; 5. Barbara Gradone, Westwood, 11:50.5.: [202, 574, 372, 622]
result-paragraph: 400IH — 1. Maryann Kaiser, Cliffside Park, 67.2; 2. Laura Fraticelli, Saddle Brook, 68.8; 3. Lenore Hlavacek, Englewood, 71.4; 4. Karen Martinez, Cliffside Park, 72.4; 5. Lori Zellar, Tenafly, 74.6.: [553, 1038, 724, 1076]
result-paragraph: 100H — 1. Maryann Kaiser, Cliffside Park, 15.5 (record, old record by Maryann Kaiser, 16.0, 1980); 2. Cindy Malcher, Dumont, 16.9; 3. Jo Ann Prisco, Englewood, 17.1; 4. Mary Osborne, Dumont, 17.3; 5. Lisa Halcr, Fort Lee, 18.3.: [553, 991, 724, 1037]
result-paragraph: 400M — 1. Theo Smith, Bergen Tech, 52.3; 2. Paul Macchione, Bergen Tech, 53.6; 3. Dan Ortega, North Arlington, 54.1; 4. Tom Maloney, Bergen Tech, 55.6; 5. Rick D'Emilia, Park Ridge, 55.7.: [28, 1002, 196, 1041]
results-list: [553, 689, 724, 1389]
result-paragraph: JAVELIN — 1. Steve Ershine, North Arlington, 178-6 (meet record, old record 172-6 by Fred Ketcho, Wood-Ridge, 1976); 2. Karl Roeder, Bergen Tech, 176-6; 3. Peter Sutton, Ridgefield, 171-5; 4. Brian O'Connor, North Arlington, 167-2; 5. Ken Schoen, Park Ridge, 159-11.: [28, 1520, 196, 1578]
result-paragraph: 1600 — 1. Paul O'Leary, Ridgewood, 4:13.6 (meet record, old record 4:19.2 by Mike Bocceiari, Bergenfield, 1980); 2. Will Rodriguez, Teaneck, 4:18.6; 3. Joe Russo, Fair Lawn, 4:19.2; 4. Jerry Ramsden, Ridgewood, 4:20.2; 5. Bill O'Leary, Ridgewood, 4:26.9.: [377, 867, 548, 925]
result-paragraph: TRIPLE JUMP — 1. Demarest, 37.6; 2. Bob Smith, Pascack Valley, 36.0; 3. Mike Vey, Old Tappan, 35.4; 4. Marco Rossi, Ramapo, 34.2.: [377, 13, 548, 41]
subheading: Duals Meet Total: [377, 384, 443, 393]
result-paragraph: SHOT PUT — 1. Rich Corradini, NH, 43-8¼; 2. Kevin Farley, TH, 41-3½; 3. Bob McNamara, Dem, 40-11; 4. Patrick Lynch, RD, 38-6½.: [202, 1412, 372, 1441]
result-paragraph: HIGH JUMP — 1. Jane Payton, River Dell, 5-2; 2. Kathy Cochran, Westwood, 5-0; 3. Ann Stockwell, Northern Highlands, 5-0; 4. Dawn Marie Santoro, Old Tappan, 5-0; 5. Lisa Holtzman, Demarest, 4-10.: [202, 753, 372, 791]
result-paragraph: 100 — 1. Dave Kumbrink, NH, 11.5; 2. Dan Burnside, Demarest, 12.0; 3. Jonas Sarter, IH, 12.0; 4. Mike Williams, Demarest, 12.1; 5. Dave Swetoski, Ramapo, 12.3.: [202, 1050, 372, 1089]
result-paragraph: 3200M — 1. Rich Byrne, Ridgefield Park, 9:58.9 (record, old record by Wilton Adams, Fort Lee, 9:59.1, 1980); 2. Jim Kaine, Dumont, 10:02.8; 3. Wilton Adams, Fort Lee, 10:05.9; 4. Mark Costello, Fort Lee, 10:21.9; 5. George Giusicina, Saddle Brook, 10:30.: [553, 220, 724, 267]
subheading: BOYS: [202, 988, 226, 997]
result-paragraph: 200 — 1. Caroline Morris, Hackensack, 25.5; 2. Beverly Terry, Hackensack, 26.4; 3. Marvine Golden, Teaneck, 26.6; 4. Karen Jackson, Teaneck, 27.0; 5. Sandy Mueller, Wayne Valley, 27.4.: [553, 1513, 724, 1551]
result-paragraph: Triple Jump — 1. Gary Lehrman, Ridgefield Park, 43-10½; 2. Bob Cook, Tenafly, 42-5¼; 3. Dan Delaney, Dumont, 41-5; 4. Jeff Blank, Tenafly, 40-4; 5. Jim Drulla, Saddle Brook, 39-10.: [553, 590, 724, 627]
result-paragraph: Long Jump — 1. Ed Alston, Hackensack, 22-10¾; 2. Ricky Horn, Hackensack, 21-7¼; 3. George DeBerry, Teaneck, 21-4¾; 4. Al Monte, Ridgewood, 20-6; 5. Tony Torres, Bloomfield, 19-8½.: [377, 1304, 548, 1342]
result-paragraph: 200M — 1. Theo Smith, Bergen Tech, 23.7; 2. Tom Croswell, Bergen Tech, 23.9; 3. William Werner, Ridgefield, 24.1; 4. Earl Fernandez, Bergen Tech, 24.3; 5. Tom Barry, Park Ridge, 24.4.: [28, 962, 196, 1001]
result-paragraph: Pole Vault — 1. (tie) Bob Pettazzoni, Dumont, and Chris Chanerko, Tenafly, 11-0; 3. Mike Wilczynski, Saddle Brook, 10-6; 4. Mike Perry, Dumont, 10-0; 5. Marchalopole, Saddle Brook, 10-0.: [553, 552, 724, 590]
result-paragraph: Javelin — 1. Lori Parrinello, New Milford, 108-4 (record, old record by Lori Parrinello, 105-6, 1980); 2. Lynne Hoss, Englewood, 98-3; 3. Eileen O'Connor, Dumont, 91-4; 4. Sue Doyle, Tenafly, 87-2; 5. Eileen Osborne, Dumont, 86-8.: [553, 1266, 724, 1312]
column-4-lower: [553, 1409, 724, 2540]
result-paragraph: 1600M — 1. Mike Sheehy, River Dell, 4:30.7; 2. George Klein, Ramapo, 4:39.2; 3. Fred Duerr, Indian Hills, 4:40.8; 4. Peter Butler, Pascack Hills, 4:41.0; 5. Rob Schwartz, Demarest, 4:41.6.: [28, 1877, 196, 1915]
result-paragraph: 1600M — 1. Wilton Adams, Fort Lee, 4:30.1 (record, old record by Wilton Adams, Fort Lee, 4:31.7, 1980); 2. Jim Kaine, Dumont, 4:33.3; 3. Rich Byrne, Ridgefield Park, 4:35.4; 4. Jim Picardi, Dumont, 4:37.7; 5. Mark Costello, Fort Lee, 4:39.6.: [553, 173, 724, 220]
result-paragraph: 400M — 1. Chris Fezza, Cresskill, 52.6; 2. Pete Grogan, Emerson, 52.7; 3. Scott Lewis, Emerson, 53.4; 4. Dave Tennant, Emerson, 54.6; 5. Joe Harrington, Emerson, 55.0.: [28, 248, 196, 287]
result-paragraph: Long Jump — 1. Caroline Morris, Hackensack, 17-7¼; 2. Lori Weaver, Ridgewood, 16-5; 3. Sandy Mueller, Wayne Valley, 16-3½; 4. Renita Terry, Hackensack, 16-0¼; 5. Lisa Cosenza, Paramus, 15-3¼.: [377, 282, 548, 330]
result-paragraph: 100 — 1. Caroline Morris, Hackensack, 12.6; 2. Beverly Terry, Hackensack, 12.8; 3. Michele Tremblay, Wayne Valley, 13.0; 4. Lori Weaver, Ridgewood, 13.1; 5. Lisa Colavito, Paramus, 13.2.: [553, 1473, 724, 1511]
result-paragraph: 100M — 1. Theo Smith, Bergen Tech, 11.1 (ties record of 11.1 by Bassai, Bogota, 1976); 2. Tom Croswell, Bergen Tech, 11.5; 3. Tom Barry, Park Ridge, 11.6; 4. Jeff Ambroski, Wallington, 11.8; 5. Kevin Mellon, Park Ridge, 11.8.: [28, 913, 196, 961]
result-paragraph: DISCUS — 1. John Lambert, Demarest, 143-2; 2. Sam Kuhl, Indian Hills, 137-7; 4. Roy Ruggerio, Indian Hills, 132-11; 5. Adam Nusbaum, Indian Hills, 128-6.: [202, 202, 372, 241]
results-list: [553, 1961, 724, 2000]
result-paragraph: 200M — 1. Ray Frazier, Rutherford, 23.1; 2. Peter Renn, Hasbrouck Heights, 23.2; 3. Mark Wiley, Cresskill, 23.4; 4. Dan Paschal, Hasbrouck Heights, 23.4; 5. Joe Harrington, Emerson, 24.6.: [28, 208, 196, 247]
result-paragraph: Shot Put — 1. Nancy Danko, Saddle Brook, 34-2; 2. Lisa Vallely, Garfield, 33-7½; 3. Dolores Devlin, Tenafly, 32-2; 4. Sue Blas, Tenafly, 31-5½; 5. Eileen O'Connor, Dumont, 29-9.: [553, 1190, 724, 1227]
result-paragraph: High Jump — 1. Kenny Coleman, Hackensack, 6-6 (meet record, old record 6-4 by Brian Kapelanski, Wayne Valley, 1980); 2. Ross Holman, Ridgewood, 6-2; 3. Sean McCluskey, Teaneck, 6-2; 4. Steve Haft, Ridgewood, 5-10; 5. Mike Greenberg, Teaneck, 5-10.: [377, 1075, 548, 1123]
results-list: [553, 13, 724, 665]
result-paragraph: 400IH — 1. Bill Welt, Park Ridge, 60.1; 2. Tom Noonan, Bergen Tech, 60.2; 3. Jamie Mueller, Ridgefield, 60.4; 4. Jeff Cosgrove, Wood-Ridge, 60.6; 5. Curtis Brown, Bergen Tech, 61.0.: [28, 1211, 196, 1250]
result-paragraph: High Jump — 1. George DeBerry, Teaneck, 6-2; 2. Tom Cardaci, Ridgewood, 6-0; 3. Kevin Gerwin, Hackensack, 5-10; 4. Ben Grinnell, Paramus, 5-10; 5. Jimmy Clarke, Teaneck, 5-8.: [377, 1264, 548, 1302]
result-paragraph: Long Jump — 1. Nancy Deneka, Bloomfield, 15-10¾; 2. Mary Ellen Rovell, Ridgewood, 15-6½; 3. Lisa Cosenza, Paramus, 15-3¼; 4. Beth Pringle, Bergenfield, 15-0; 5. Maria Nordberg, Bergenfield, 14-11.: [553, 1863, 724, 1910]
result-paragraph: POLE VAULT — 1. Walt Smith, Ramapo, 10-0; 2. Greg Lord, IH, 9-6; 3. Rich Shea, Dem, 9-0.: [202, 1462, 372, 1482]
result-paragraph: 400 IH — 1. Nancy Deneka, Bloomfield, 67.5; 2. Lisa Jones, Ridgewood, 68.7; 3. Adrienne Doerrer, Teaneck, 69.4; 4. Pat Anderson, Bloomfield, 70.6; 5. Kathy Jones, Ridgewood, 72.1.: [553, 1752, 724, 1791]
result-paragraph: 800 — 1. Stephanie Laughlin, Teaneck, 2:22.6; 2. Joan Gradone, Teaneck, 2:26.3; 3. Sue Zara, Bergenfield, 2:28.8; 4. Carol Kolb, Ridgewood, 2:31.0; 5. Lori Lentini, Paramus, 2:33.7.: [553, 1593, 724, 1631]
standings-text: Hackensack 6-0 60 10.0 · Teaneck 5-1 43 8.3 · Ridgewood 4-2 44 7.9 · Wayne Valley 3-6 28 6.4 · Wayne Valley 4-2 30 6.2 · Paramus 2-4 16 4.8 · Bergenfield 2-4 24 4.6 · Clifton 1-6 13 2.9 · Bergenfield 1-2 8 2.0 · Fair Lawn 0-6 1.0: [377, 1426, 548, 1474]
